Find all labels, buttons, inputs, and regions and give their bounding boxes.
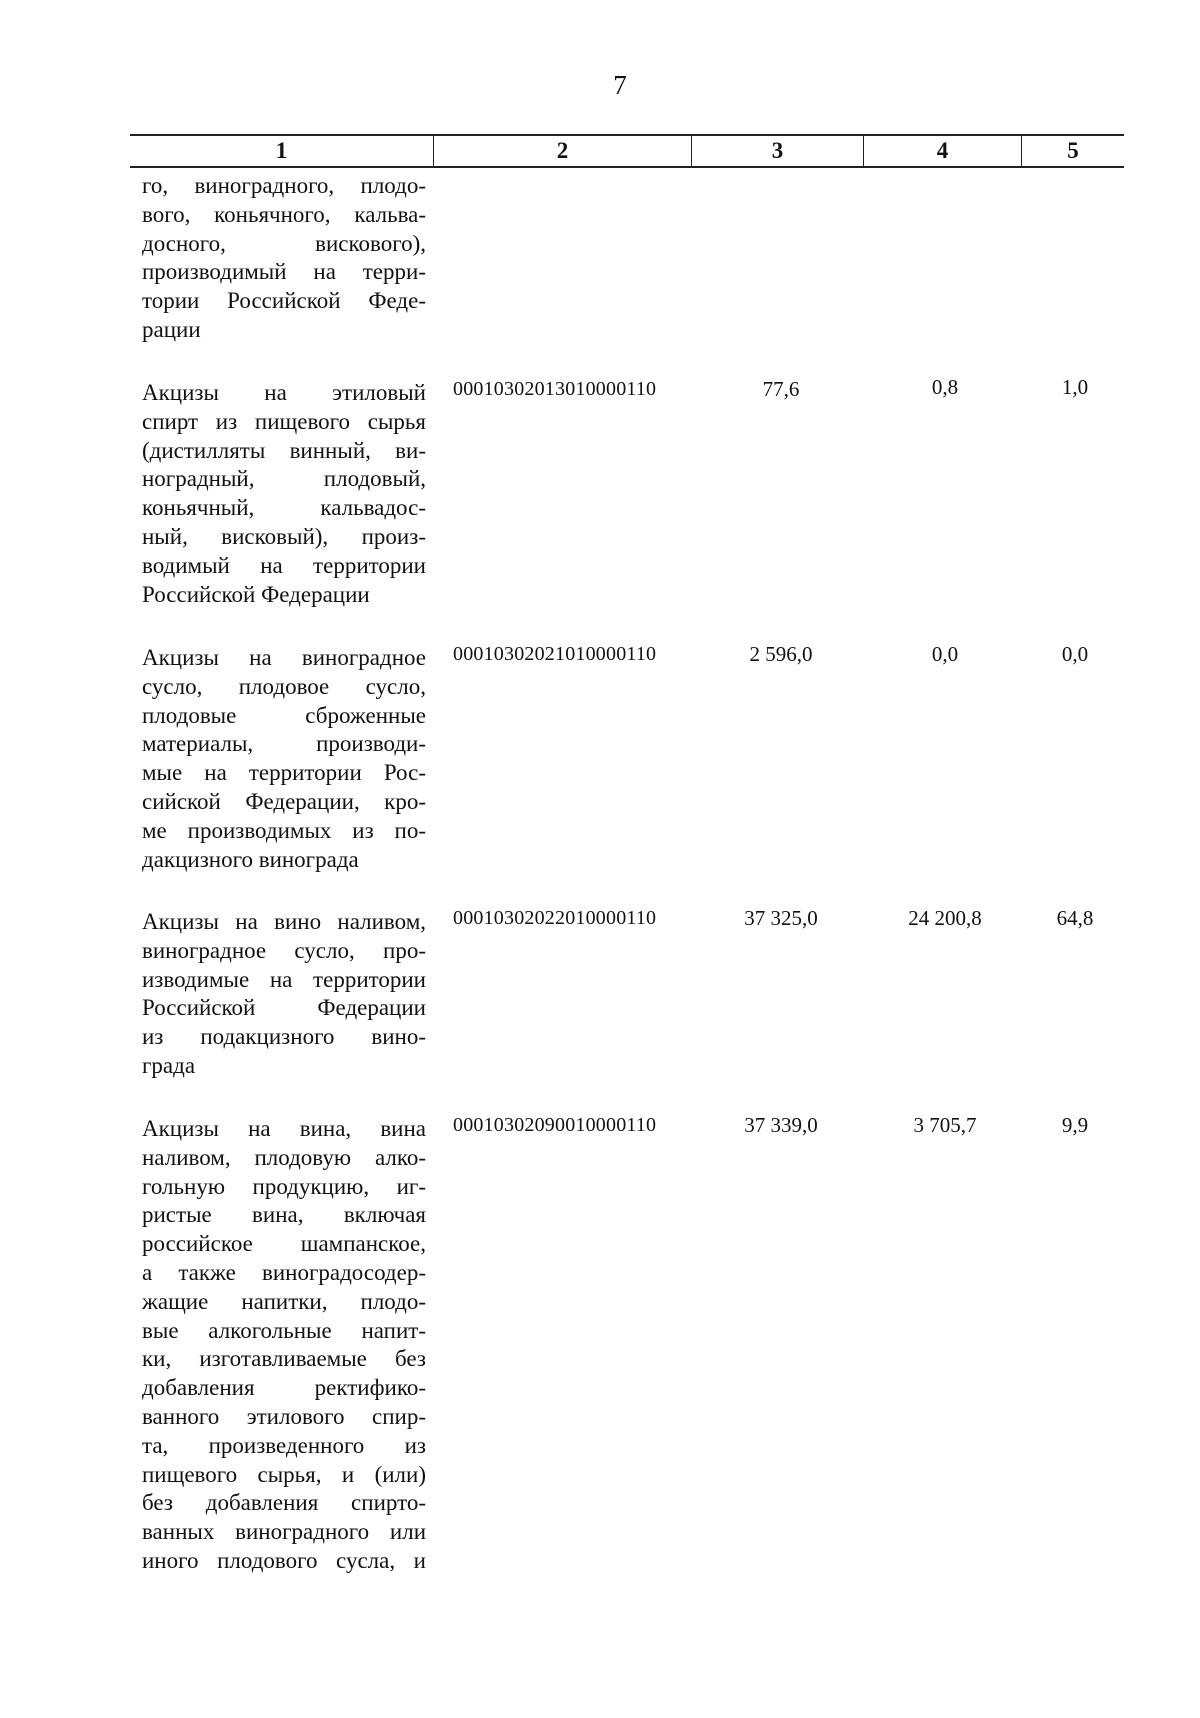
row-description	[142, 172, 426, 345]
budget-classification-code: 00010302021010000110	[453, 643, 657, 665]
description-line: рации	[142, 316, 201, 342]
description-line: добавления ректифико-	[142, 1375, 426, 1401]
value-column-3: 2 596,0	[749, 642, 813, 666]
description-line: пищевого сырья, и (или)	[142, 1461, 426, 1487]
description-line: вые алкогольные напит-	[142, 1317, 426, 1343]
description-line: (дистилляты винный, ви-	[142, 437, 426, 463]
description-line: ноградный, плодовый,	[142, 466, 426, 492]
description-line: ристые вина, включая	[142, 1202, 426, 1228]
description-line: плодовые сброженные	[142, 702, 426, 728]
row-description	[142, 379, 426, 609]
description-line: российское шампанское,	[142, 1231, 426, 1257]
column-header-1: 1	[130, 136, 434, 166]
value-column-3: 77,6	[762, 377, 800, 401]
description-line: Акцизы на вина, вина	[142, 1116, 426, 1141]
description-line: дакцизного винограда	[142, 846, 359, 872]
description-line: наливом, плодовую алко-	[142, 1144, 426, 1170]
description-line: го, виноградного, плодо-	[142, 173, 426, 198]
description-line: ный, висковый), произ-	[142, 523, 426, 549]
description-line: ки, изготавливаемые без	[142, 1346, 426, 1372]
column-header-5: 5	[1067, 138, 1079, 163]
column-header-2: 2	[434, 136, 692, 166]
description-line: Акцизы на виноградное	[142, 645, 426, 670]
description-line: из подакцизного вино-	[142, 1024, 426, 1050]
row-description	[142, 644, 426, 874]
description-line: Российской Федерации	[142, 995, 426, 1021]
description-line: мые на территории Рос-	[142, 760, 426, 786]
value-column-5: 0,0	[1061, 642, 1089, 666]
value-column-3: 37 325,0	[744, 906, 818, 930]
description-line: вого, коньячного, кальва-	[142, 201, 426, 227]
value-column-4: 0,0	[931, 642, 959, 666]
description-line: производимый на терри-	[142, 259, 426, 285]
description-line: ме производимых из по-	[142, 817, 426, 843]
description-line: спирт из пищевого сырья	[142, 408, 426, 434]
description-line: сусло, плодовое сусло,	[142, 673, 426, 699]
description-line: Акцизы на вино наливом,	[142, 909, 426, 934]
value-column-5: 64,8	[1056, 906, 1094, 930]
budget-classification-code: 00010302013010000110	[453, 378, 657, 400]
value-column-5: 1,0	[1061, 375, 1089, 399]
description-line: без добавления спирто-	[142, 1490, 426, 1516]
description-line: Акцизы на этиловый	[142, 380, 426, 405]
description-line: материалы, производи-	[142, 731, 426, 757]
description-line: виноградное сусло, про-	[142, 937, 426, 963]
description-line: коньячный, кальвадос-	[142, 495, 426, 521]
budget-classification-code: 00010302022010000110	[453, 907, 657, 929]
value-column-4: 3 705,7	[913, 1113, 977, 1137]
page-number: 7	[613, 70, 627, 100]
row-description	[142, 908, 426, 1081]
description-line: та, произведенного из	[142, 1432, 426, 1458]
description-line: ванного этилового спир-	[142, 1403, 426, 1429]
value-column-4: 24 200,8	[908, 906, 982, 930]
description-line: Российской Федерации	[142, 581, 370, 607]
value-column-5: 9,9	[1061, 1113, 1089, 1137]
description-line: града	[142, 1052, 196, 1078]
description-line: ванных виноградного или	[142, 1519, 426, 1545]
description-line: изводимые на территории	[142, 966, 426, 992]
description-line: тории Российской Феде-	[142, 288, 426, 314]
column-header-4: 4	[864, 136, 1022, 166]
description-line: а также виноградосодер-	[142, 1259, 426, 1285]
description-line: иного плодового сусла, и	[142, 1547, 426, 1573]
column-header-3: 3	[692, 136, 864, 166]
budget-classification-code: 00010302090010000110	[453, 1114, 657, 1136]
description-line: водимый на территории	[142, 552, 426, 578]
description-line: жащие напитки, плодо-	[142, 1288, 426, 1314]
row-description	[142, 1115, 426, 1576]
value-column-3: 37 339,0	[744, 1113, 818, 1137]
description-line: сийской Федерации, кро-	[142, 788, 426, 814]
value-column-4: 0,8	[931, 375, 959, 399]
description-line: досного, вискового),	[142, 230, 426, 256]
description-line: гольную продукцию, иг-	[142, 1173, 426, 1199]
